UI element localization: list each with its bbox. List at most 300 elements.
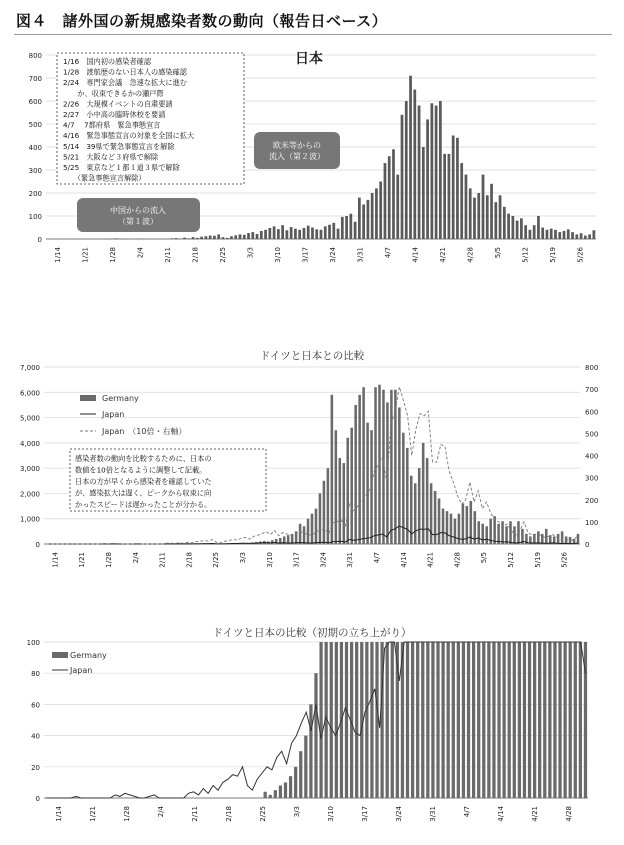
bar-japan	[499, 195, 502, 239]
bar-japan	[494, 202, 497, 239]
bar-germany	[411, 642, 414, 798]
bar-germany	[441, 642, 444, 798]
y-right-tick-label: 800	[585, 364, 599, 372]
x-tick-label: 5/19	[533, 552, 542, 568]
bar-germany	[366, 423, 369, 544]
bar-germany	[398, 407, 401, 544]
bar-germany	[436, 642, 439, 798]
bar-japan	[460, 163, 463, 239]
y-tick-label: 0	[35, 541, 40, 549]
x-tick-label: 3/3	[239, 552, 247, 564]
bar-japan	[575, 234, 578, 239]
bar-germany	[545, 529, 548, 544]
x-tick-label: 3/17	[301, 247, 310, 263]
x-tick-label: 4/7	[373, 552, 381, 564]
bar-germany	[557, 534, 560, 544]
bar-japan	[375, 188, 378, 239]
bar-germany	[438, 498, 441, 544]
event-item: 4/16 緊急事態宣言の対象を全国に拡大	[63, 131, 195, 141]
bar-germany	[378, 385, 381, 544]
event-item: 1/16 国内初の感染者確認	[63, 57, 152, 66]
bar-germany	[335, 642, 338, 798]
bar-germany	[370, 642, 373, 798]
bar-germany	[533, 642, 536, 798]
bar-germany	[358, 395, 361, 544]
bar-germany	[446, 511, 449, 544]
bar-germany	[304, 736, 307, 798]
y-tick-label: 60	[31, 701, 40, 710]
bar-germany	[269, 795, 272, 798]
callout-china	[77, 198, 200, 232]
x-tick-label: 1/14	[51, 552, 60, 568]
y-right-tick-label: 300	[585, 474, 599, 483]
bar-japan	[516, 221, 519, 239]
y-tick-label: 40	[31, 732, 40, 741]
x-tick-label: 2/4	[131, 552, 140, 564]
event-item: 2/24 専門家会議 急速な拡大に進む	[63, 78, 187, 88]
y-right-tick-label: 500	[585, 430, 599, 439]
x-tick-label: 3/31	[429, 806, 437, 822]
event-item: 4/7 7都府県 緊急事態宣言	[63, 120, 161, 130]
bar-germany	[462, 642, 465, 798]
bar-japan	[439, 101, 442, 239]
bar-japan	[183, 238, 186, 239]
x-tick-label: 3/10	[273, 247, 282, 263]
event-item: 5/21 大阪など３府県で解除	[63, 152, 159, 162]
figure-title: 図４ 諸外国の新規感染者数の動向（報告日ベース）	[16, 12, 388, 30]
y-tick-label: 20	[31, 763, 40, 772]
bar-germany	[303, 526, 306, 544]
bar-japan	[243, 235, 246, 239]
bar-japan	[558, 232, 561, 239]
y-tick-label: 700	[28, 75, 42, 83]
x-tick-label: 3/10	[327, 806, 335, 822]
x-tick-label: 3/31	[356, 247, 365, 263]
bar-germany	[523, 642, 526, 798]
legend-swatch-germany	[80, 395, 96, 401]
bar-japan	[452, 136, 455, 240]
bar-germany	[481, 524, 484, 544]
bar-japan	[503, 207, 506, 239]
x-tick-label: 3/17	[361, 806, 369, 822]
bar-japan	[443, 154, 446, 239]
bar-japan	[234, 235, 237, 239]
y-right-tick-label: 700	[585, 386, 599, 395]
x-tick-label: 2/18	[225, 806, 233, 822]
bar-germany	[314, 673, 317, 798]
bar-germany	[426, 642, 429, 798]
bar-germany	[553, 642, 556, 798]
bar-japan	[187, 238, 190, 239]
y-tick-label: 7,000	[19, 364, 40, 372]
y-tick-label: 100	[26, 639, 40, 647]
bar-germany	[452, 642, 455, 798]
event-item: 5/14 39県で緊急事態宣言を解除	[63, 141, 175, 151]
x-tick-label: 3/17	[292, 552, 301, 568]
bar-germany	[508, 642, 511, 798]
x-tick-label: 4/28	[466, 247, 475, 263]
bar-germany	[375, 642, 378, 798]
event-item: 2/27 小中高の臨時休校を要請	[63, 110, 166, 119]
bar-germany	[414, 483, 417, 544]
bar-germany	[561, 531, 564, 544]
bar-japan	[175, 238, 178, 239]
x-tick-label: 1/21	[81, 247, 90, 263]
x-tick-label: 5/26	[560, 552, 569, 568]
y-tick-label: 1,000	[19, 515, 40, 524]
bar-germany	[418, 468, 421, 544]
bar-japan	[217, 234, 220, 239]
bar-japan	[409, 76, 412, 239]
y-right-tick-label: 100	[585, 518, 599, 527]
bar-japan	[588, 234, 591, 239]
x-tick-label: 4/7	[383, 247, 392, 259]
y-tick-label: 0	[37, 236, 42, 244]
x-tick-label: 5/5	[480, 552, 489, 564]
bar-japan	[435, 106, 438, 239]
bar-japan	[520, 218, 523, 239]
bar-germany	[264, 792, 267, 798]
bar-japan	[418, 106, 421, 239]
bar-japan	[490, 184, 493, 239]
bar-germany	[434, 491, 437, 544]
bar-japan	[341, 217, 344, 239]
bar-japan	[260, 231, 263, 239]
bar-germany	[289, 776, 292, 798]
bar-japan	[345, 216, 348, 239]
bar-germany	[431, 642, 434, 798]
x-tick-label: 1/28	[105, 552, 113, 568]
bar-japan	[277, 229, 280, 239]
bar-germany	[319, 493, 322, 544]
bar-japan	[486, 195, 489, 239]
bar-japan	[541, 228, 544, 240]
bar-japan	[264, 230, 267, 239]
bar-japan	[247, 233, 250, 239]
bar-japan	[413, 90, 416, 240]
y-tick-label: 5,000	[19, 414, 40, 423]
bar-japan	[222, 237, 225, 239]
bar-japan	[482, 175, 485, 239]
bar-germany	[574, 642, 577, 798]
bar-japan	[290, 227, 293, 239]
bar-germany	[577, 534, 580, 544]
bar-germany	[271, 540, 274, 544]
event-item: 5/25 東京など１都１道３県で解除	[63, 163, 180, 172]
chart-title: ドイツと日本の比較（初期の立ち上がり）	[212, 627, 412, 639]
bar-germany	[416, 642, 419, 798]
bar-japan	[307, 226, 310, 239]
bar-japan	[324, 226, 327, 239]
x-tick-label: 4/14	[411, 247, 420, 263]
bar-japan	[200, 237, 203, 239]
x-tick-label: 3/3	[246, 247, 255, 259]
event-item: 2/26 大規模イベントの自粛要請	[63, 99, 173, 109]
x-tick-label: 2/11	[191, 806, 199, 822]
x-tick-label: 2/4	[136, 247, 145, 259]
x-tick-label: 2/25	[218, 247, 227, 263]
bar-germany	[457, 642, 460, 798]
bar-japan	[593, 230, 596, 239]
bar-japan	[303, 228, 306, 239]
x-tick-label: 1/14	[55, 806, 63, 822]
bar-japan	[554, 230, 557, 239]
bar-japan	[379, 182, 382, 240]
title-divider	[14, 34, 612, 35]
bar-germany	[579, 642, 582, 798]
bar-japan	[209, 236, 212, 239]
x-tick-label: 3/24	[319, 552, 328, 568]
x-tick-label: 5/12	[521, 247, 530, 263]
legend-label-japan-x10: Japan （10倍・右軸）	[102, 427, 187, 436]
bar-germany	[386, 642, 389, 798]
x-tick-label: 2/4	[157, 806, 165, 818]
bar-japan	[362, 205, 365, 240]
bar-japan	[349, 214, 352, 239]
bar-japan	[511, 216, 514, 239]
bar-germany	[538, 642, 541, 798]
bar-germany	[350, 428, 353, 544]
callout-europe	[254, 132, 340, 169]
bar-japan	[469, 188, 472, 239]
y-tick-label: 300	[28, 167, 42, 175]
bar-japan	[448, 154, 451, 239]
bar-germany	[365, 642, 368, 798]
callout-china-text: 中国からの流入	[110, 206, 166, 215]
bar-germany	[565, 536, 568, 544]
x-tick-label: 1/21	[78, 552, 87, 568]
bar-germany	[442, 509, 445, 544]
x-tick-label: 3/3	[293, 806, 301, 818]
bar-germany	[543, 642, 546, 798]
y-tick-label: 600	[28, 98, 42, 106]
x-tick-label: 1/21	[89, 806, 97, 822]
bar-germany	[374, 387, 377, 544]
x-tick-label: 3/31	[346, 552, 355, 568]
bar-japan	[426, 119, 429, 239]
callout-china-text: （第１波）	[118, 217, 158, 226]
x-tick-label: 3/24	[395, 806, 403, 822]
x-tick-label: 4/14	[399, 552, 408, 568]
bar-germany	[331, 395, 334, 544]
bar-germany	[450, 514, 453, 544]
bar-germany	[346, 438, 349, 544]
bar-germany	[315, 509, 318, 544]
bar-germany	[493, 516, 496, 544]
bar-japan	[546, 230, 549, 239]
note-line: 感染者数の動向を比較するために、日本の	[75, 454, 212, 463]
bar-germany	[563, 642, 566, 798]
bar-germany	[354, 405, 357, 544]
bar-germany	[370, 430, 373, 544]
bar-japan	[115, 238, 118, 239]
bar-germany	[467, 642, 470, 798]
y-tick-label: 800	[28, 52, 42, 60]
y-tick-label: 0	[35, 795, 40, 803]
bar-germany	[323, 481, 326, 544]
y-tick-label: 400	[28, 144, 42, 152]
y-tick-label: 4,000	[19, 439, 40, 448]
y-tick-label: 100	[28, 213, 42, 221]
legend-swatch-germany	[52, 652, 68, 658]
bar-japan	[281, 225, 284, 239]
legend-label-germany: Germany	[70, 651, 107, 660]
bar-japan	[294, 229, 297, 239]
bar-germany	[447, 642, 450, 798]
bar-japan	[251, 232, 254, 239]
bar-germany	[299, 524, 302, 544]
y-tick-label: 500	[28, 121, 42, 129]
x-tick-label: 4/7	[463, 806, 471, 818]
bar-germany	[311, 514, 314, 544]
legend-label-japan: Japan	[102, 410, 125, 419]
bar-japan	[401, 115, 404, 239]
bar-germany	[406, 642, 409, 798]
bar-japan	[328, 225, 331, 239]
bar-japan	[384, 163, 387, 239]
bar-germany	[345, 642, 348, 798]
bar-germany	[548, 642, 551, 798]
legend-label-japan: Japan	[70, 666, 93, 675]
event-item: か、収束できるかの瀬戸際	[63, 88, 164, 98]
y-right-tick-label: 400	[585, 452, 599, 461]
y-tick-label: 6,000	[19, 389, 40, 398]
bar-germany	[502, 642, 505, 798]
bar-germany	[482, 642, 485, 798]
bar-japan	[213, 236, 216, 239]
note-line: 日本の方が早くから感染者を確認していた	[75, 477, 212, 486]
bar-germany	[528, 642, 531, 798]
bar-japan	[567, 229, 570, 239]
bar-japan	[580, 233, 583, 239]
x-tick-label: 4/21	[426, 552, 435, 568]
bar-japan	[422, 147, 425, 239]
bar-japan	[311, 228, 314, 240]
bar-japan	[268, 228, 271, 239]
bar-japan	[473, 198, 476, 239]
x-tick-label: 1/28	[108, 247, 117, 263]
bar-japan	[354, 222, 357, 239]
x-tick-label: 1/14	[53, 247, 62, 263]
callout-europe-text: 流入（第２波）	[269, 152, 325, 161]
bar-germany	[472, 642, 475, 798]
bar-japan	[405, 101, 408, 239]
bar-germany	[497, 642, 500, 798]
chart-title: 日本	[295, 51, 323, 67]
bar-germany	[477, 642, 480, 798]
bar-germany	[342, 463, 345, 544]
bar-japan	[537, 216, 540, 239]
bar-germany	[541, 534, 544, 544]
bar-japan	[388, 156, 391, 239]
y-tick-label: 200	[28, 190, 42, 198]
x-tick-label: 5/19	[548, 247, 557, 263]
bar-japan	[584, 236, 587, 239]
x-tick-label: 4/21	[531, 806, 539, 822]
bar-japan	[192, 237, 195, 239]
bar-germany	[362, 387, 365, 544]
bar-japan	[507, 214, 510, 239]
x-tick-label: 2/25	[259, 806, 267, 822]
bar-japan	[337, 229, 340, 239]
bar-japan	[196, 238, 199, 239]
bar-germany	[558, 642, 561, 798]
x-tick-label: 2/18	[185, 552, 194, 568]
bar-germany	[518, 642, 521, 798]
x-tick-label: 5/12	[507, 552, 515, 568]
bar-japan	[533, 225, 536, 239]
bar-germany	[307, 519, 310, 544]
bar-germany	[274, 790, 277, 798]
bar-germany	[391, 642, 394, 798]
bar-germany	[462, 504, 465, 544]
bar-japan	[256, 234, 259, 239]
x-tick-label: 4/21	[438, 247, 447, 263]
bar-japan	[320, 230, 323, 239]
bar-japan	[456, 138, 459, 239]
bar-japan	[358, 198, 361, 239]
note-line: 数値を10倍となるように調整して記載。	[75, 465, 207, 475]
bar-germany	[355, 642, 358, 798]
bar-germany	[426, 458, 429, 544]
x-tick-label: 4/28	[453, 552, 462, 568]
x-tick-label: 5/26	[576, 247, 585, 263]
x-tick-label: 2/11	[163, 247, 172, 263]
bar-germany	[485, 526, 488, 544]
bar-germany	[330, 642, 333, 798]
x-tick-label: 3/24	[328, 247, 337, 263]
bar-japan	[170, 238, 173, 239]
x-tick-label: 3/10	[265, 552, 274, 568]
bar-germany	[477, 521, 480, 544]
y-right-tick-label: 600	[585, 408, 599, 417]
bar-germany	[537, 531, 540, 544]
bar-germany	[279, 786, 282, 798]
bar-japan	[396, 175, 399, 239]
bar-germany	[319, 642, 322, 798]
bar-japan	[286, 230, 289, 239]
bar-japan	[332, 223, 335, 239]
y-right-tick-label: 0	[585, 541, 590, 549]
bar-japan	[563, 231, 566, 239]
legend-label-germany: Germany	[102, 394, 139, 403]
bar-japan	[524, 225, 527, 239]
callout-europe-text: 欧米等からの	[273, 141, 321, 150]
bar-germany	[509, 521, 512, 544]
bar-germany	[492, 642, 495, 798]
y-right-tick-label: 200	[585, 496, 599, 505]
bar-germany	[430, 483, 433, 544]
bar-japan	[239, 234, 242, 239]
bar-germany	[569, 642, 572, 798]
bar-japan	[430, 103, 433, 239]
chart-title: ドイツと日本との比較	[259, 350, 365, 362]
bar-japan	[205, 236, 208, 239]
bar-japan	[371, 193, 374, 239]
bar-japan	[477, 193, 480, 239]
chart-germany-japan	[0, 345, 624, 590]
bar-germany	[513, 642, 516, 798]
bar-japan	[298, 230, 301, 239]
bar-japan	[392, 149, 395, 239]
bar-germany	[390, 390, 393, 544]
x-tick-label: 2/18	[191, 247, 200, 263]
x-tick-label: 4/14	[497, 806, 505, 822]
x-tick-label: 2/25	[212, 552, 221, 568]
bar-germany	[284, 782, 287, 798]
chart-germany-japan-early	[0, 620, 624, 845]
bar-japan	[465, 175, 468, 239]
